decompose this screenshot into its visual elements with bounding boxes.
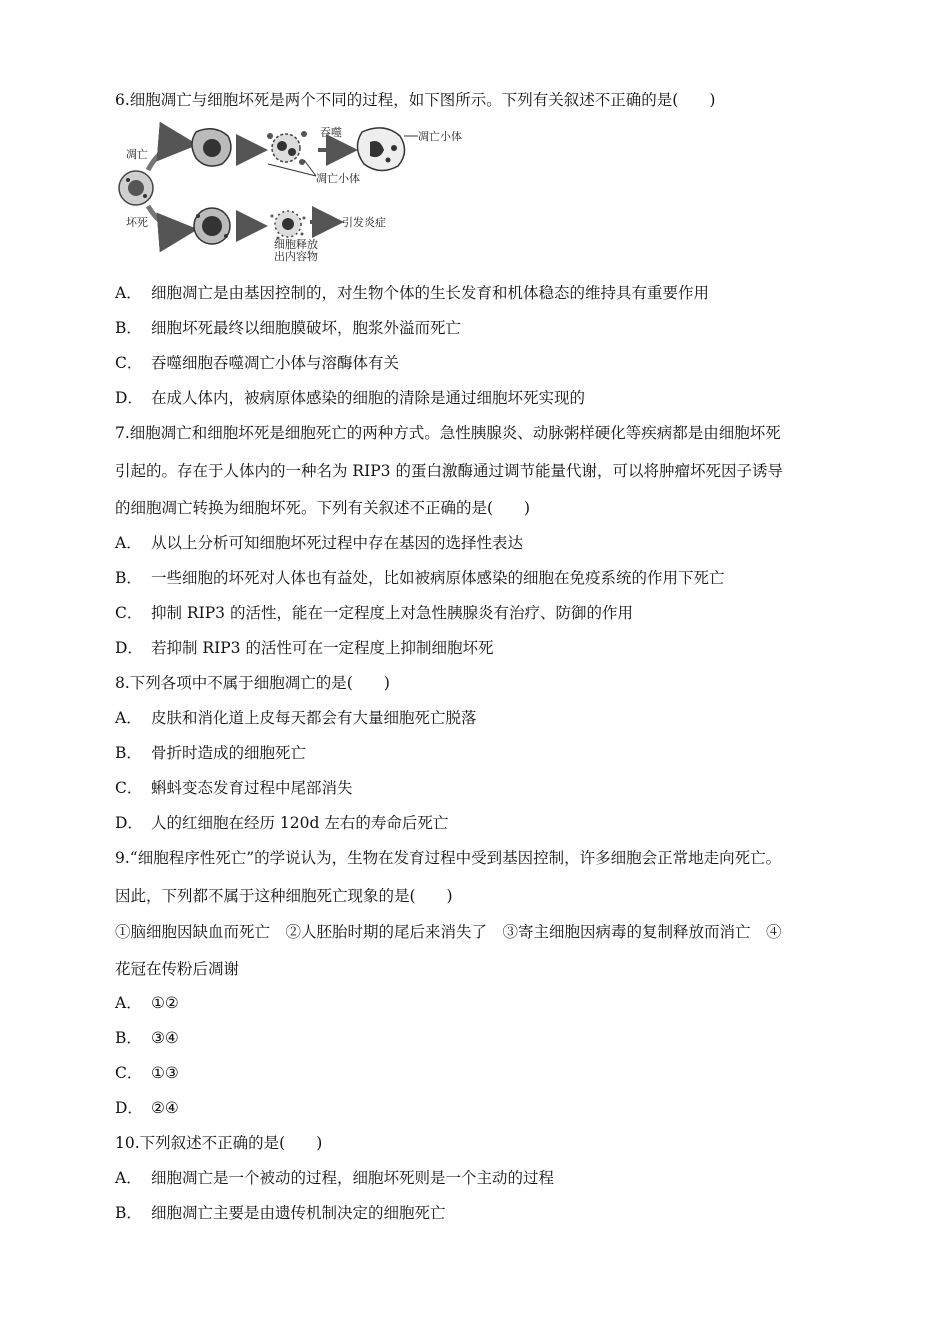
q6-option-d: D． 在成人体内，被病原体感染的细胞的清除是通过细胞坏死实现的	[115, 389, 586, 407]
q8-option-c: C． 蝌蚪变态发育过程中尾部消失	[115, 779, 353, 797]
arrow-to-necrosis	[148, 206, 188, 230]
q8-option-d: D． 人的红细胞在经历 120d 左右的寿命后死亡	[115, 814, 449, 832]
q6-option-c: C． 吞噬细胞吞噬凋亡小体与溶酶体有关	[115, 354, 400, 372]
label-release-2: 出内容物	[274, 250, 318, 262]
ruptured-cell-icon	[271, 211, 306, 240]
phagocyte-icon	[357, 128, 404, 171]
q7-option-b: B． 一些细胞的坏死对人体也有益处，比如被病原体感染的细胞在免疫系统的作用下死亡	[115, 569, 725, 587]
q9-option-d: D． ②④	[115, 1099, 179, 1117]
question-10-stem: 10.下列叙述不正确的是( )	[115, 1134, 323, 1152]
label-engulf: 吞噬	[320, 126, 342, 139]
shrinking-cell-icon	[192, 129, 231, 166]
label-apoptosis: 凋亡	[126, 148, 148, 161]
label-necrosis: 坏死	[126, 216, 148, 229]
label-inflammation: 引发炎症	[342, 216, 386, 229]
q7-option-a: A． 从以上分析可知细胞坏死过程中存在基因的选择性表达	[115, 534, 524, 552]
q7-option-c: C． 抑制 RIP3 的活性，能在一定程度上对急性胰腺炎有治疗、防御的作用	[115, 604, 633, 622]
q7-option-d: D． 若抑制 RIP3 的活性可在一定程度上抑制细胞坏死	[115, 639, 494, 657]
label-apoptotic-body-top: 凋亡小体	[418, 130, 462, 143]
question-9-stem-line-4: 花冠在传粉后凋谢	[115, 960, 240, 978]
q10-option-a: A． 细胞凋亡是一个被动的过程，细胞坏死则是一个主动的过程	[115, 1169, 555, 1187]
label-release-1: 细胞释放	[274, 238, 318, 251]
question-8-stem: 8.下列各项中不属于细胞凋亡的是( )	[115, 674, 390, 692]
question-7-stem-line-2: 引起的。存在于人体内的一种名为 RIP3 的蛋白激酶通过调节能量代谢，可以将肿瘤坏死因子诱导	[115, 462, 783, 480]
question-9-stem-line-1: 9.“细胞程序性死亡”的学说认为，生物在发育过程中受到基因控制，许多细胞会正常地走向死亡。	[115, 849, 782, 867]
cell-death-diagram	[118, 122, 478, 262]
question-7-stem-line-1: 7.细胞凋亡和细胞坏死是细胞死亡的两种方式。急性胰腺炎、动脉粥样硬化等疾病都是由细胞坏死	[115, 424, 781, 442]
q10-option-b: B． 细胞凋亡主要是由遗传机制决定的细胞死亡	[115, 1204, 446, 1222]
q9-option-a: A． ①②	[115, 994, 179, 1012]
q9-option-c: C． ①③	[115, 1064, 179, 1082]
fragmenting-cell-icon	[267, 131, 307, 165]
q6-option-b: B． 细胞坏死最终以细胞膜破坏，胞浆外溢而死亡	[115, 319, 462, 337]
swelling-cell-icon	[194, 208, 230, 244]
initial-cell-icon	[119, 171, 153, 205]
q9-option-b: B． ③④	[115, 1029, 179, 1047]
question-7-stem-line-3: 的细胞凋亡转换为细胞坏死。下列有关叙述不正确的是( )	[115, 499, 531, 517]
question-9-stem-line-3: ①脑细胞因缺血而死亡 ②人胚胎时期的尾后来消失了 ③寄主细胞因病毒的复制释放而消亡 ④	[115, 923, 782, 941]
q8-option-b: B． 骨折时造成的细胞死亡	[115, 744, 307, 762]
q6-option-a: A． 细胞凋亡是由基因控制的，对生物个体的生长发育和机体稳态的维持具有重要作用	[115, 284, 710, 302]
apoptosis-necrosis-figure	[118, 122, 478, 262]
arrow-to-apoptosis	[148, 144, 188, 170]
question-6-stem: 6.细胞凋亡与细胞坏死是两个不同的过程，如下图所示。下列有关叙述不正确的是( )	[115, 91, 716, 109]
question-9-stem-line-2: 因此，下列都不属于这种细胞死亡现象的是( )	[115, 887, 453, 905]
label-apoptotic-body-bottom: 凋亡小体	[316, 172, 360, 185]
q8-option-a: A． 皮肤和消化道上皮每天都会有大量细胞死亡脱落	[115, 709, 477, 727]
